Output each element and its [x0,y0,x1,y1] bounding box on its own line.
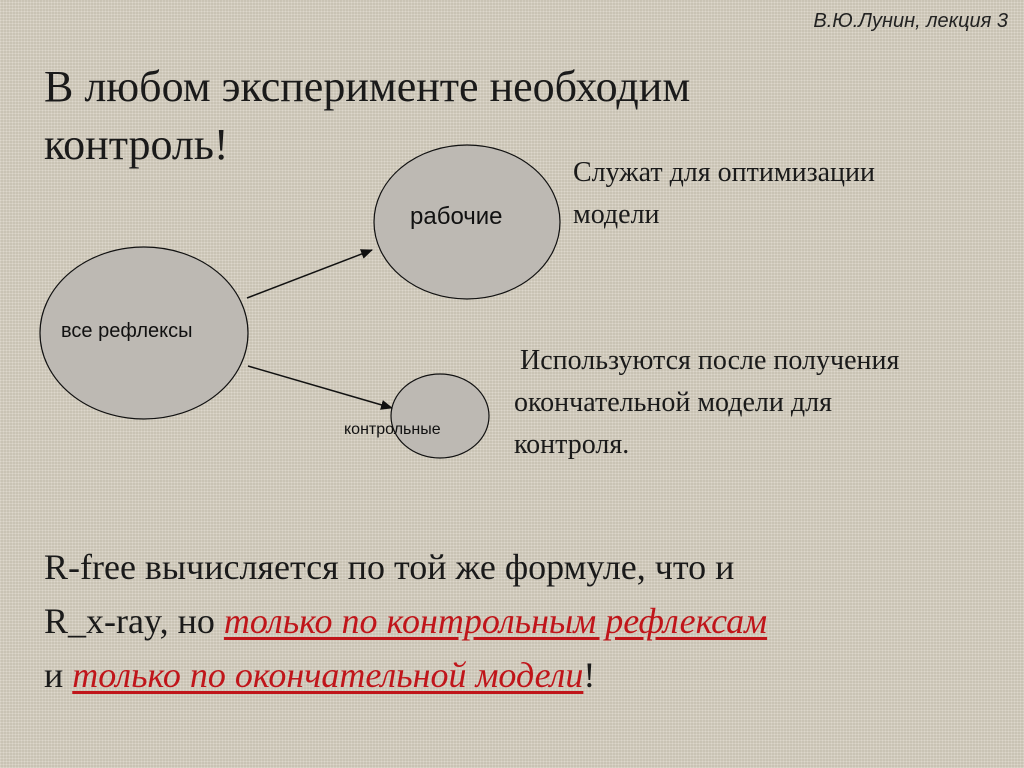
all-reflections-label: все рефлексы [61,320,193,342]
control-reflections-note [514,340,899,466]
work-note-line: Служат для оптимизации [573,157,876,188]
rfree-line-3 [44,648,1004,702]
work-note-line: модели [573,199,660,230]
author-lecture-label: В.Ю.Лунин, лекция 3 [813,10,1008,32]
control-note-line: окончательной модели для [514,387,832,418]
arrow-to-work [247,250,372,298]
rfree-statement [44,540,1004,702]
control-note-line: контроля. [514,429,630,460]
title-line-1: В любом эксперименте необходим [44,62,691,111]
rfree-line-3-end: ! [583,655,596,695]
rfree-line-2 [44,594,1004,648]
rfree-line-2-text: R_x-ray, но [44,601,224,641]
title-line-2: контроль! [44,120,229,169]
control-reflections-circle [391,374,489,458]
highlight-final-model: только по окончательной модели [72,655,584,695]
work-reflections-label: рабочие [410,203,503,230]
control-reflections-label: контрольные [344,421,441,438]
control-note-line: Используются после получения [520,345,900,376]
rfree-line-3-text: и [44,655,73,695]
work-reflections-note [573,152,875,236]
highlight-control-reflections: только по контрольным рефлексам [223,601,768,641]
arrow-to-control [248,366,392,408]
rfree-line-1: R-free вычисляется по той же формуле, что и [44,547,735,587]
